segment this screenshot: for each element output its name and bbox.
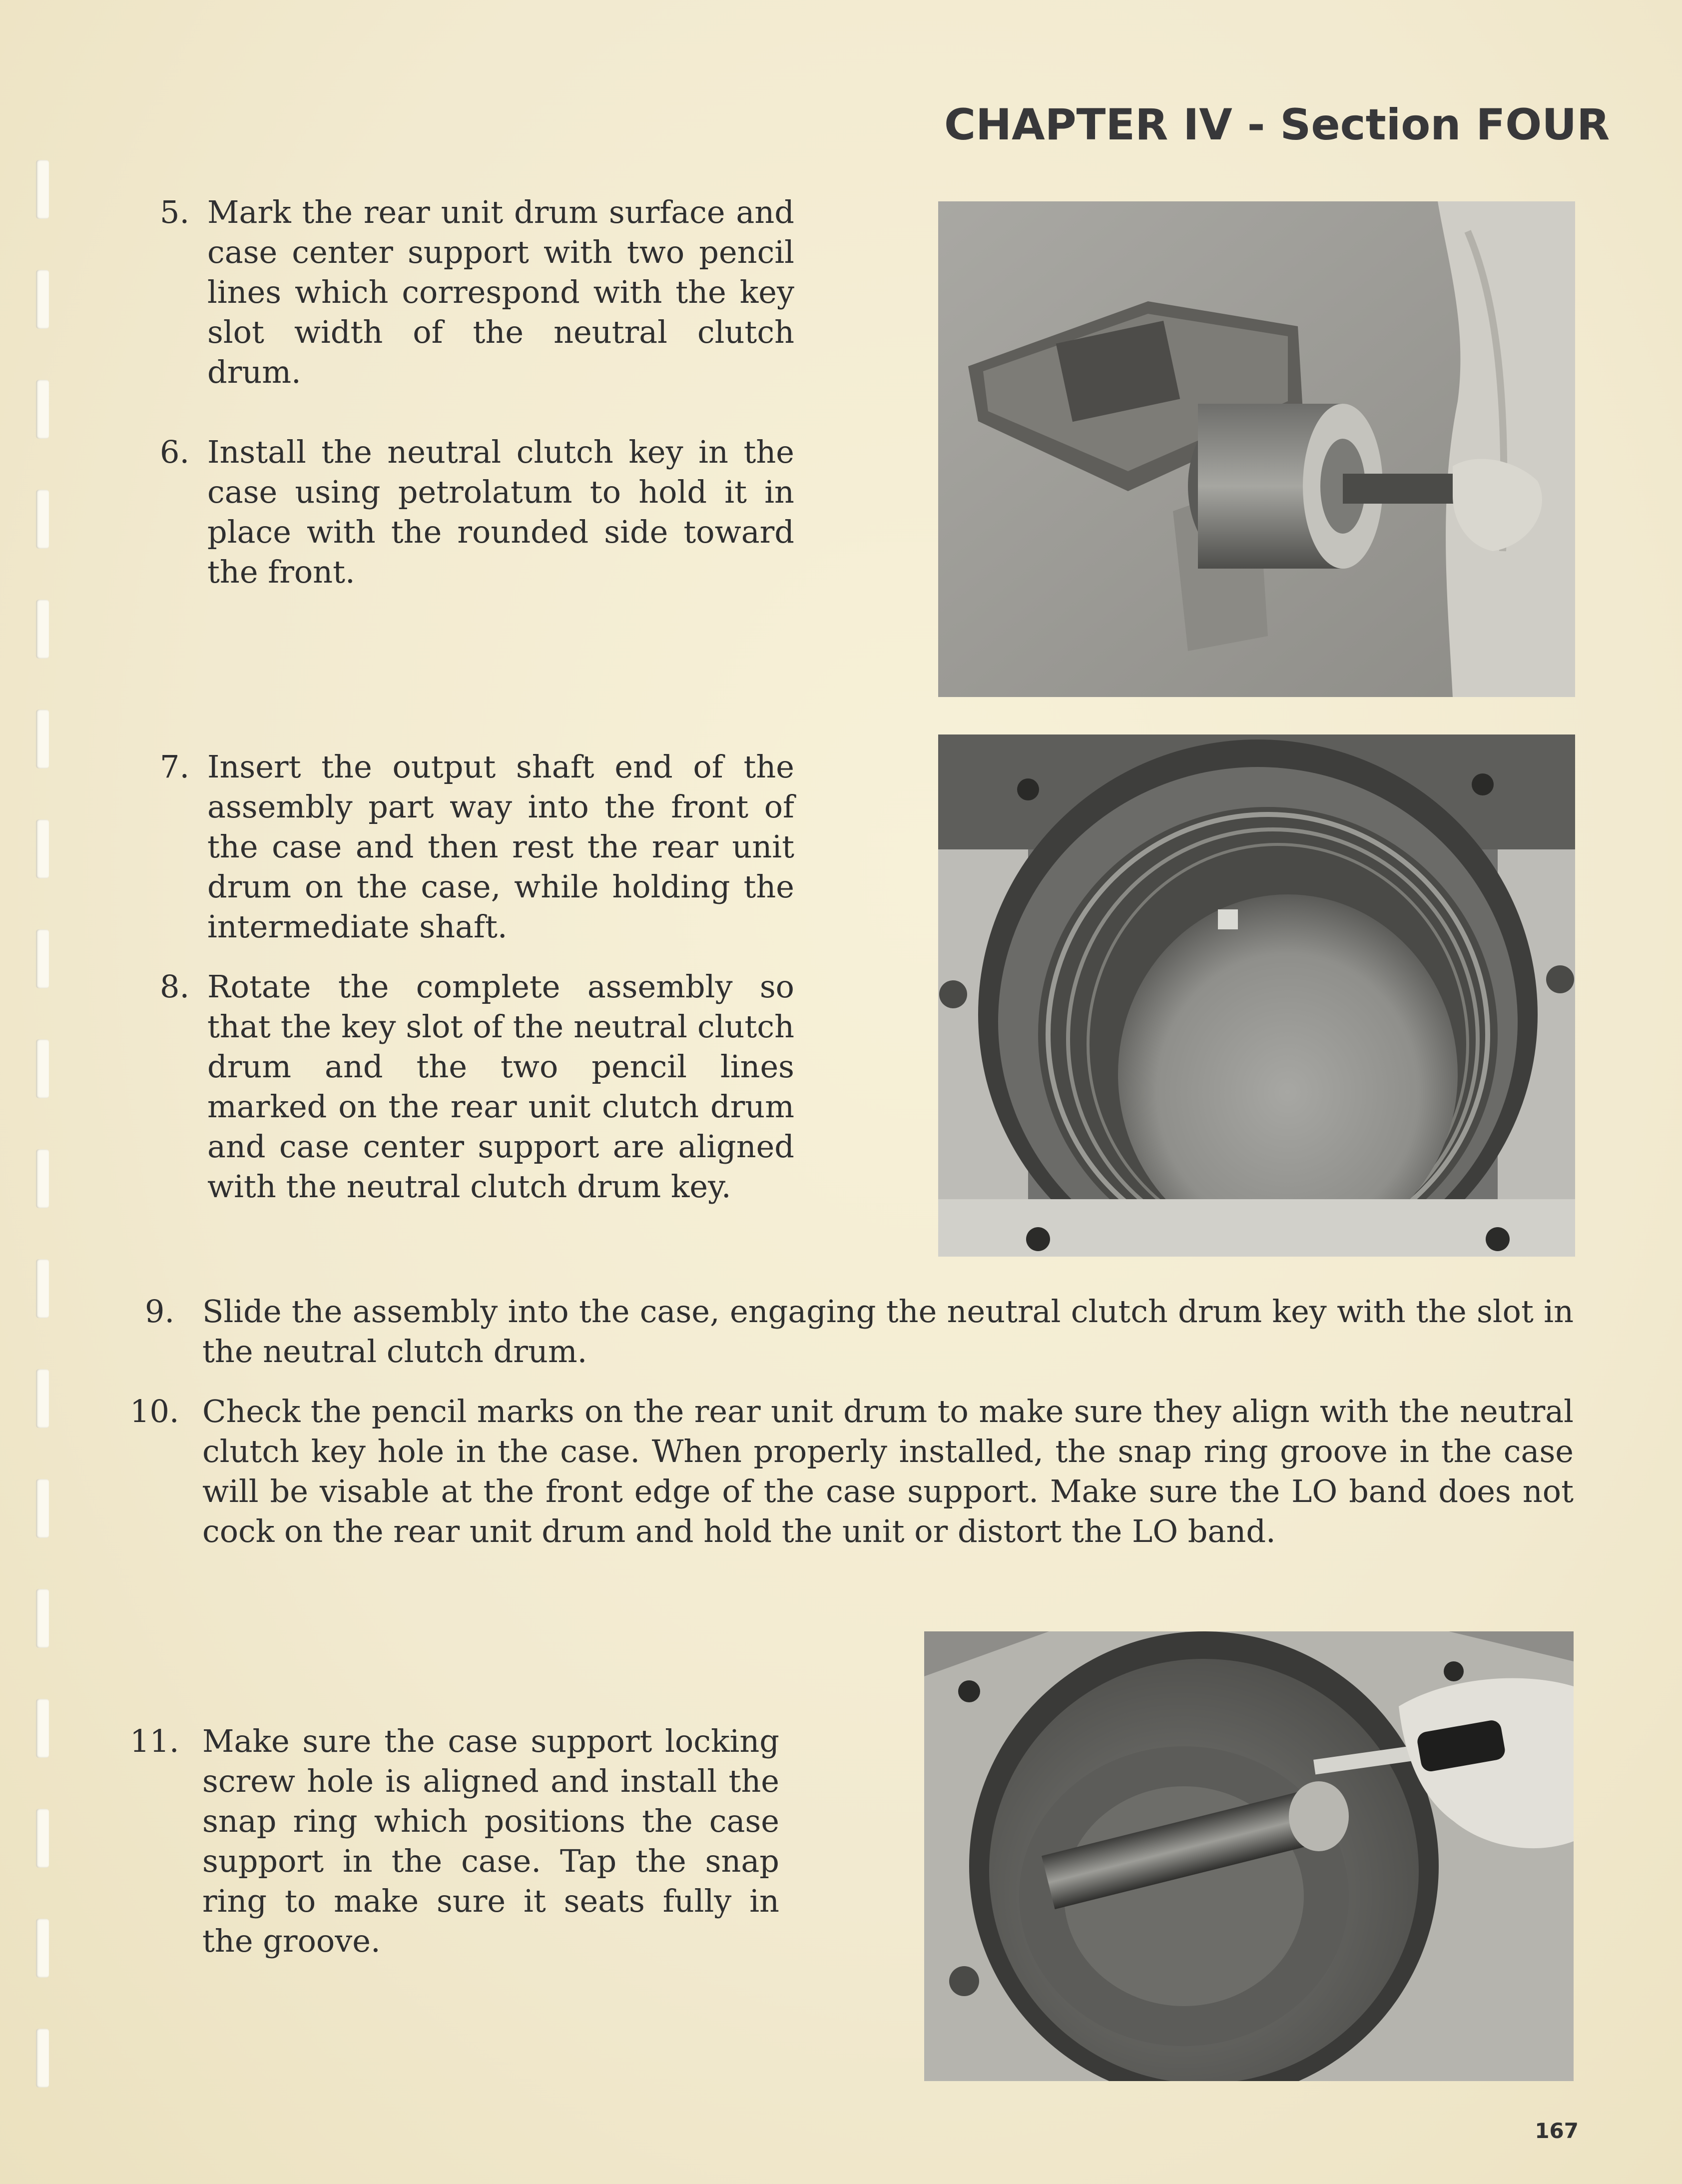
- step-7: [160, 747, 794, 947]
- step-text: Mark the rear unit drum surface and case center support with two pencil lines which correspond with the key slot width of the neutral clutch drum.: [207, 194, 794, 390]
- page-number: 167: [1535, 2119, 1579, 2143]
- step-6: [160, 432, 794, 597]
- step-text: Make sure the case support locking screw hole is aligned and install the snap ring which positions the case support in the case. Tap the snap ring to make sure it seats fully in the groove.: [202, 1723, 779, 1959]
- step-text: Rotate the complete assembly so that the key slot of the neutral clutch drum and the two pencil lines marked on the rear unit clutch drum and case center support are aligned with the neutral clutch drum key.: [207, 968, 794, 1205]
- binding-holes: [36, 160, 51, 2134]
- step-9: [145, 1292, 1574, 1377]
- step-number: 10.: [130, 1393, 179, 1430]
- step-text: Slide the assembly into the case, engaging the neutral clutch drum key with the slot in the neutral clutch drum.: [202, 1293, 1574, 1370]
- step-number: 9.: [145, 1293, 175, 1330]
- photo-case-interior: [938, 734, 1575, 1257]
- step-number: 8.: [160, 968, 190, 1005]
- chapter-header: CHAPTER IV - Section FOUR: [944, 100, 1610, 150]
- step-8: [160, 967, 794, 1247]
- photo-snap-ring-install: [924, 1631, 1574, 2081]
- step-number: 11.: [130, 1723, 179, 1759]
- step-5: [160, 192, 794, 392]
- step-number: 6.: [160, 434, 190, 470]
- step-10: [130, 1392, 1574, 1601]
- step-text: Install the neutral clutch key in the case using petrolatum to hold it in place with the rounded side toward the front.: [207, 434, 794, 590]
- photo-transmission-assembly: [938, 201, 1575, 697]
- step-number: 7.: [160, 748, 190, 785]
- step-text: Insert the output shaft end of the assembly part way into the front of the case and then rest the rear unit drum on the case, while holding the intermediate shaft.: [207, 748, 794, 945]
- step-text: Check the pencil marks on the rear unit drum to make sure they align with the neutral clutch key hole in the case. When properly installed, the snap ring groove in the case will be visable at the front edge of the case support. Make sure the LO band does not cock on the rear unit drum and hold the unit or distort the LO band.: [202, 1393, 1574, 1549]
- step-number: 5.: [160, 194, 190, 230]
- step-11: [130, 1721, 779, 1971]
